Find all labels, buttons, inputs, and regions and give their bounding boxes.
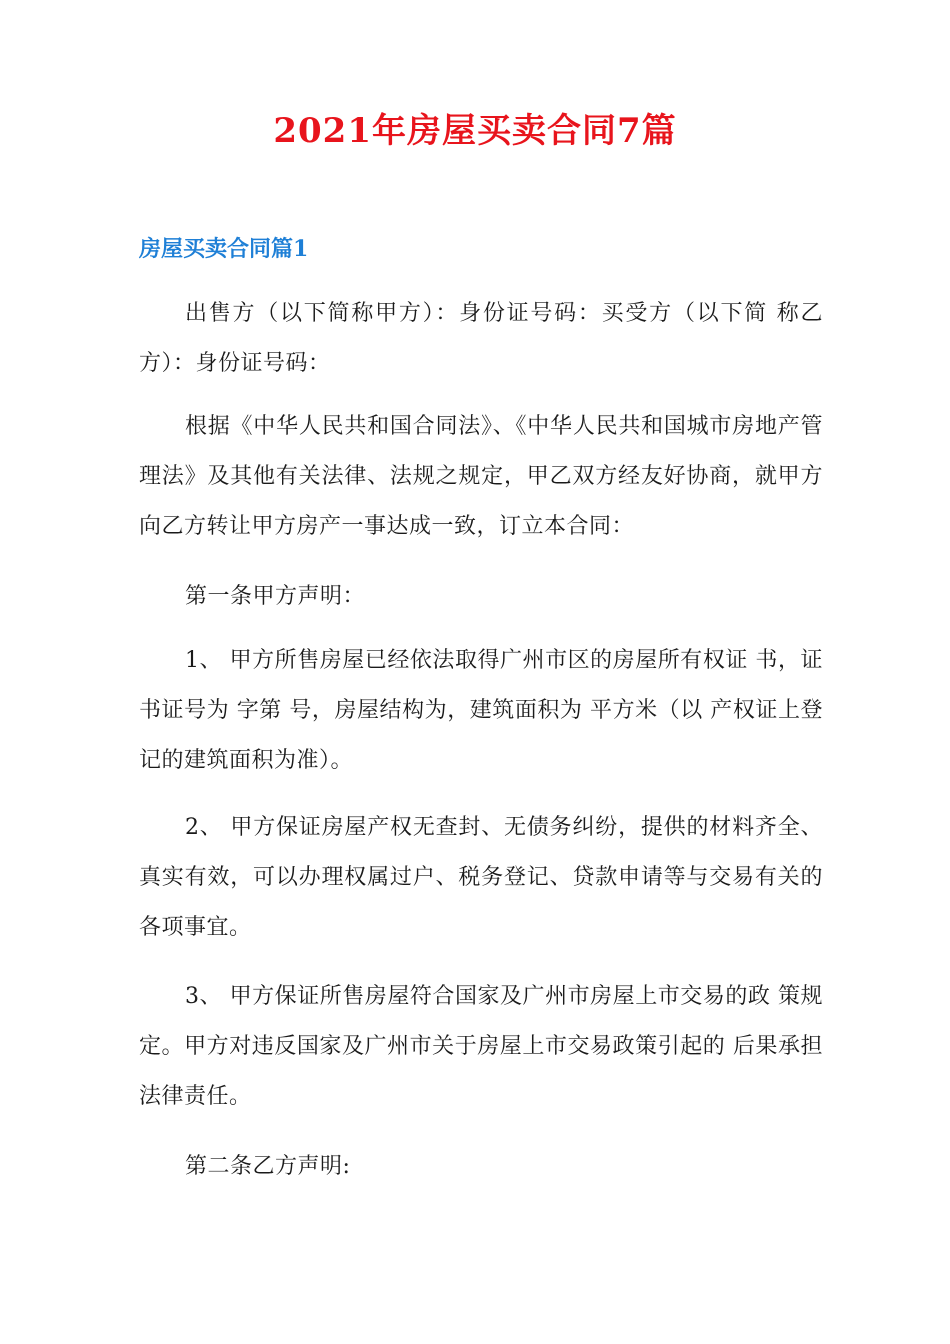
paragraph-article-1-clause-3: 3、 甲方保证所售房屋符合国家及广州市房屋上市交易的政 策规定。甲方对违反国家及广州市关于房屋上市交易政策引起的 后果承担法律责任。: [139, 984, 823, 1109]
paragraph-legal-basis: 根据《中华人民共和国合同法》、《中华人民共和国城市房地产管理法》及其他有关法律、法规之规定，甲乙双方经友好协商，就甲方向乙方转让甲方房产一事达成一致，订立本合同：: [139, 414, 823, 539]
document-title: 2021年房屋买卖合同7篇: [273, 111, 677, 151]
section-heading: 房屋买卖合同篇1: [139, 236, 309, 262]
paragraph-article-1-heading: 第一条甲方声明：: [185, 584, 366, 609]
paragraph-article-2-heading: 第二条乙方声明:: [185, 1154, 351, 1179]
paragraph-article-1-clause-2: 2、 甲方保证房屋产权无查封、无债务纠纷，提供的材料齐全、真实有效，可以办理权属过户、税务登记、贷款申请等与交易有关的各项事宜。: [139, 815, 823, 940]
paragraph-article-1-clause-1: 1、 甲方所售房屋已经依法取得广州市区的房屋所有权证 书，证书证号为 字第 号，房屋结构为，建筑面积为 平方米（以 产权证上登记的建筑面积为准）。: [139, 648, 823, 773]
paragraph-parties: 出售方（以下简称甲方）：身份证号码：买受方（以下简 称乙方）：身份证号码：: [139, 301, 823, 376]
